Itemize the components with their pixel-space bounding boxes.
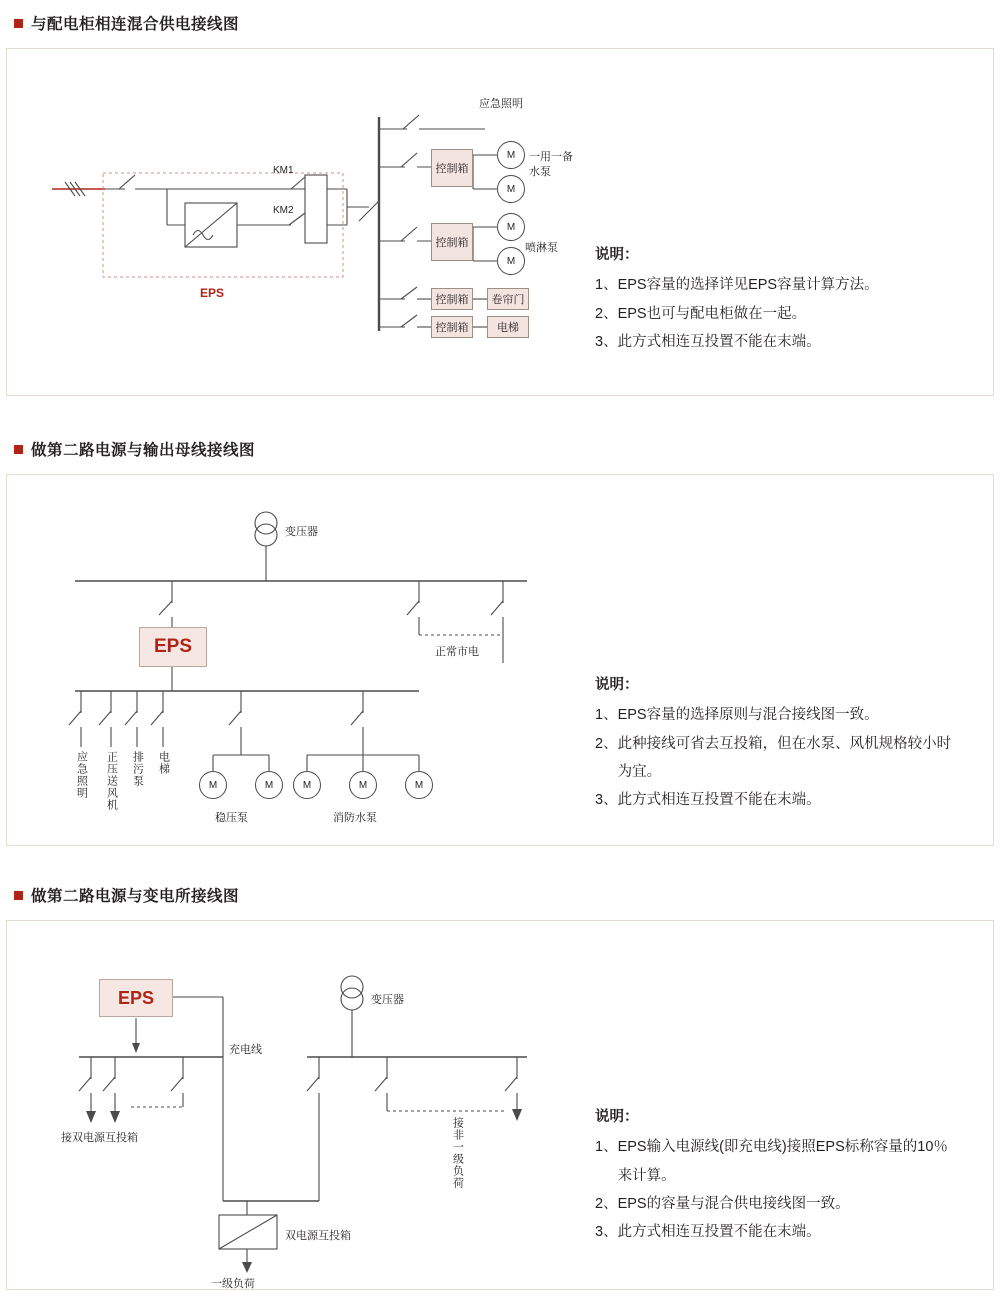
group-label-pressure-pump: 稳压泵 bbox=[215, 812, 248, 824]
right-feeder-label: 接非一级负荷 bbox=[451, 1117, 464, 1189]
load-label-water-pump: 水泵 bbox=[529, 166, 551, 178]
motor-icon-6: M bbox=[255, 771, 283, 799]
eps-label-1: EPS bbox=[200, 286, 225, 300]
notes-3 bbox=[595, 1103, 961, 1246]
note-num: 1、 bbox=[595, 1139, 618, 1156]
motor-icon-9: M bbox=[405, 771, 433, 799]
bullet-icon bbox=[14, 445, 23, 454]
bullet-icon bbox=[14, 19, 23, 28]
charge-line-label: 充电线 bbox=[229, 1044, 262, 1056]
motor-icon-7: M bbox=[293, 771, 321, 799]
feeder-label-elevator: 电梯 bbox=[157, 751, 170, 775]
notes-list-1 bbox=[595, 271, 955, 356]
motor-icon-8: M bbox=[349, 771, 377, 799]
feeder-label-pressurization-fan: 正压送风机 bbox=[105, 751, 118, 811]
transformer-label-3: 变压器 bbox=[371, 994, 404, 1006]
feeder-label-emergency-lighting: 应急照明 bbox=[75, 751, 88, 799]
mains-label-2: 正常市电 bbox=[435, 646, 479, 658]
note-text: 此方式相连互投置不能在末端。 bbox=[617, 1224, 821, 1241]
note-text: 此方式相连互投置不能在末端。 bbox=[617, 792, 821, 809]
km2-label: KM2 bbox=[273, 205, 294, 216]
note-item bbox=[595, 701, 961, 729]
motor-icon-4: M bbox=[497, 247, 525, 275]
note-num: 1、 bbox=[595, 277, 618, 294]
section-title-2: 做第二路电源与输出母线接线图 bbox=[31, 442, 256, 459]
transformer-label-2: 变压器 bbox=[285, 526, 318, 538]
load-box-rolling-door: 卷帘门 bbox=[487, 288, 529, 310]
note-num: 3、 bbox=[595, 792, 618, 809]
diagram-panel-3 bbox=[6, 920, 994, 1290]
section-heading-3 bbox=[14, 884, 239, 906]
eps-box-2: EPS bbox=[139, 627, 207, 667]
motor-icon-1: M bbox=[497, 141, 525, 169]
eps-box-3: EPS bbox=[99, 979, 173, 1017]
diagram-panel-2 bbox=[6, 474, 994, 846]
note-text: 此方式相连互投置不能在末端。 bbox=[617, 333, 821, 350]
note-text: EPS容量的选择详见EPS容量计算方法。 bbox=[617, 277, 879, 294]
note-num: 3、 bbox=[595, 333, 618, 350]
feeder-label-sewage-pump: 排污泵 bbox=[131, 751, 144, 787]
notes-list-3 bbox=[595, 1133, 961, 1246]
motor-icon-5: M bbox=[199, 771, 227, 799]
control-box-1: 控制箱 bbox=[431, 149, 473, 187]
note-item bbox=[595, 328, 955, 356]
note-item bbox=[595, 1218, 961, 1246]
note-num: 1、 bbox=[595, 707, 618, 724]
control-box-3: 控制箱 bbox=[431, 288, 473, 310]
load-label-one-duty-one-standby: 一用一备 bbox=[529, 151, 573, 163]
notes-title-3: 说明： bbox=[595, 1109, 639, 1125]
bullet-icon bbox=[14, 891, 23, 900]
section-title-3: 做第二路电源与变电所接线图 bbox=[31, 888, 240, 905]
note-item bbox=[595, 730, 961, 787]
motor-icon-3: M bbox=[497, 213, 525, 241]
control-box-4: 控制箱 bbox=[431, 316, 473, 338]
notes-1 bbox=[595, 241, 955, 356]
group-label-fire-pump: 消防水泵 bbox=[333, 812, 377, 824]
notes-2 bbox=[595, 671, 961, 814]
notes-title-1: 说明： bbox=[595, 247, 639, 263]
diagram-panel-1 bbox=[6, 48, 994, 396]
section-heading-1 bbox=[14, 12, 239, 34]
note-item bbox=[595, 1133, 961, 1190]
primary-load-label: 一级负荷 bbox=[211, 1278, 255, 1290]
load-box-elevator: 电梯 bbox=[487, 316, 529, 338]
note-text: EPS的容量与混合供电接线图一致。 bbox=[617, 1195, 850, 1212]
left-feeder-label: 接双电源互投箱 bbox=[61, 1132, 138, 1144]
note-num: 2、 bbox=[595, 1195, 618, 1212]
note-text: EPS输入电源线(即充电线)接照EPS标称容量的10％来计算。 bbox=[617, 1139, 948, 1184]
note-item bbox=[595, 271, 955, 299]
section-heading-2 bbox=[14, 438, 255, 460]
note-item bbox=[595, 1190, 961, 1218]
note-num: 3、 bbox=[595, 1224, 618, 1241]
switch-box-label: 双电源互投箱 bbox=[285, 1230, 351, 1242]
control-box-2: 控制箱 bbox=[431, 223, 473, 261]
note-text: EPS也可与配电柜做在一起。 bbox=[617, 305, 807, 322]
note-text: 此种接线可省去互投箱，但在水泵、风机规格较小时为宜。 bbox=[617, 735, 952, 780]
note-item bbox=[595, 786, 961, 814]
notes-title-2: 说明： bbox=[595, 677, 639, 693]
motor-icon-2: M bbox=[497, 175, 525, 203]
load-label-sprinkler-pump: 喷淋泵 bbox=[525, 242, 558, 254]
note-num: 2、 bbox=[595, 305, 618, 322]
notes-list-2 bbox=[595, 701, 961, 814]
section-title-1: 与配电柜相连混合供电接线图 bbox=[31, 16, 240, 33]
km1-label: KM1 bbox=[273, 165, 294, 176]
load-label-emergency-lighting: 应急照明 bbox=[479, 98, 523, 110]
note-item bbox=[595, 300, 955, 328]
note-num: 2、 bbox=[595, 735, 618, 752]
note-text: EPS容量的选择原则与混合接线图一致。 bbox=[617, 707, 879, 724]
